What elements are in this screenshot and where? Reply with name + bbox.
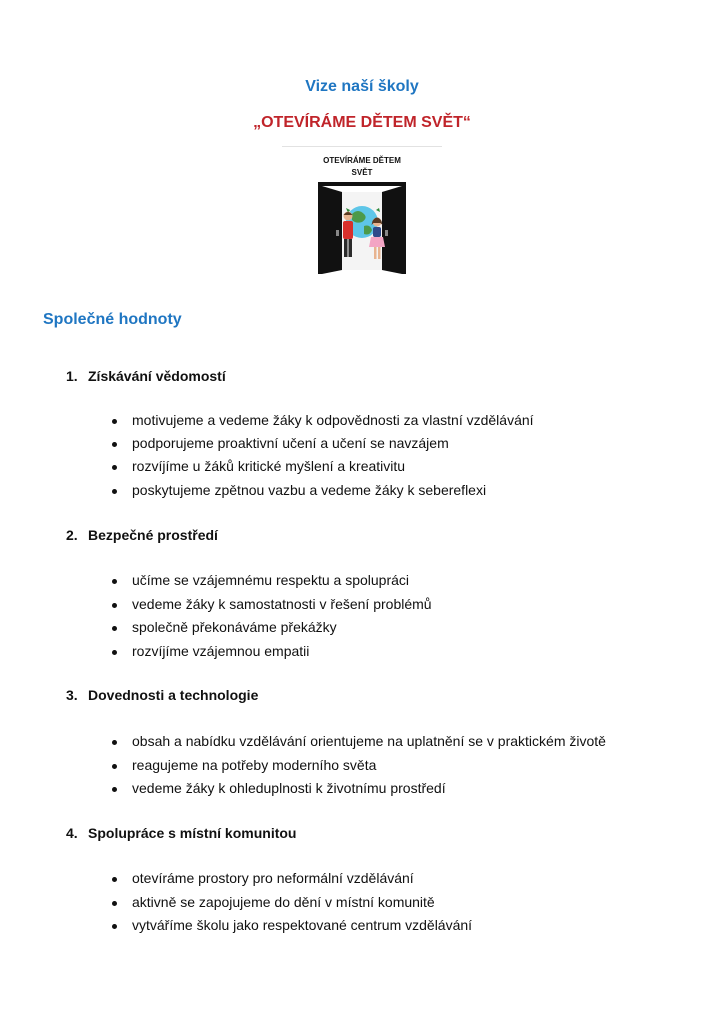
list-item: rozvíjíme u žáků kritické myšlení a kreativitu xyxy=(112,458,405,474)
logo-text-line1: OTEVÍRÁME DĚTEM xyxy=(323,156,401,165)
list-item: vedeme žáky k samostatnosti v řešení problémů xyxy=(112,596,432,612)
list-item: učíme se vzájemnému respektu a spolupráci xyxy=(112,572,409,588)
list-item: reagujeme na potřeby moderního světa xyxy=(112,757,376,773)
group-number: 1. xyxy=(66,368,78,384)
list-item: aktivně se zapojujeme do dění v místní komunitě xyxy=(112,894,435,910)
document-title: Vize naší školy xyxy=(305,78,419,95)
group-title: Dovednosti a technologie xyxy=(88,687,259,703)
group-heading-2 xyxy=(66,527,218,543)
divider xyxy=(282,146,442,147)
list-item: společně překonáváme překážky xyxy=(112,619,337,635)
document-subtitle: „OTEVÍRÁME DĚTEM SVĚT“ xyxy=(253,114,471,131)
list-item: motivujeme a vedeme žáky k odpovědnosti za vlastní vzdělávání xyxy=(112,412,534,428)
group-number: 3. xyxy=(66,687,78,703)
logo-text-line2: SVĚT xyxy=(351,168,373,177)
list-item: otevíráme prostory pro neformální vzdělávání xyxy=(112,870,414,886)
group-title: Získávání vědomostí xyxy=(88,368,226,384)
group-heading-4 xyxy=(66,825,296,841)
list-item: vedeme žáky k ohleduplnosti k životnímu prostředí xyxy=(112,780,446,796)
school-logo xyxy=(312,152,412,276)
list-item: podporujeme proaktivní učení a učení se navzájem xyxy=(112,435,449,451)
group-heading-3 xyxy=(66,687,258,703)
group-number: 4. xyxy=(66,825,78,841)
list-item: obsah a nabídku vzdělávání orientujeme na uplatnění se v praktickém životě xyxy=(112,733,606,749)
group-heading-1 xyxy=(66,368,226,384)
group-number: 2. xyxy=(66,527,78,543)
group-title: Bezpečné prostředí xyxy=(88,527,218,543)
list-item: poskytujeme zpětnou vazbu a vedeme žáky k sebereflexi xyxy=(112,482,486,498)
list-item: rozvíjíme vzájemnou empatii xyxy=(112,643,309,659)
list-item: vytváříme školu jako respektované centrum vzdělávání xyxy=(112,917,472,933)
open-doors-illustration xyxy=(312,152,412,276)
group-title: Spolupráce s místní komunitou xyxy=(88,825,297,841)
section-heading: Společné hodnoty xyxy=(43,311,182,328)
